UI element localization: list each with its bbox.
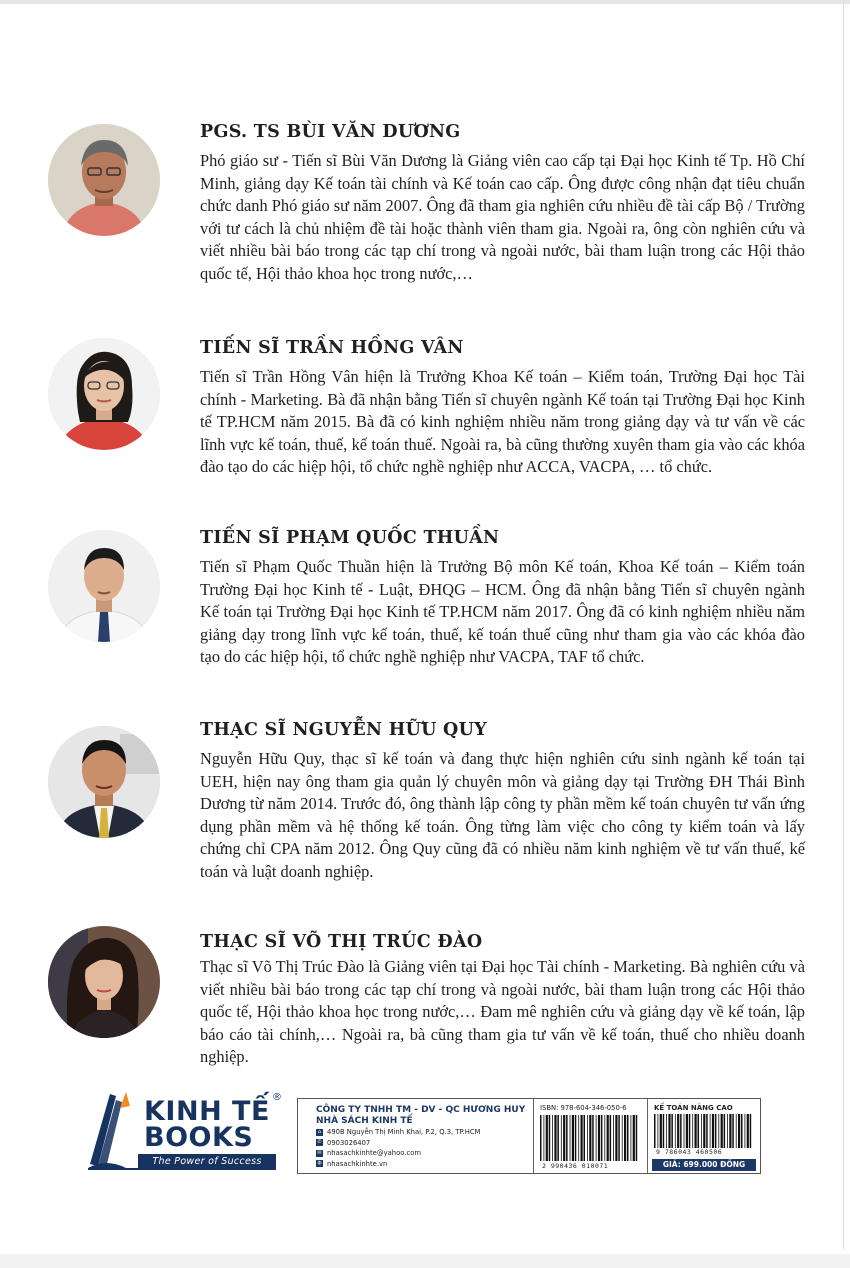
author-name-1: PGS. TS BÙI VĂN DƯƠNG [200, 122, 461, 142]
barcode-bar [729, 1114, 731, 1148]
author-block-4 [48, 720, 805, 920]
barcode-bar [570, 1115, 571, 1161]
barcode-bar [627, 1115, 629, 1161]
barcode-bar [581, 1115, 583, 1161]
barcode-bar [578, 1115, 579, 1161]
publisher-store-name: NHÀ SÁCH KINH TẾ [316, 1116, 413, 1126]
barcode-bar [675, 1114, 676, 1148]
barcode-bar [549, 1115, 551, 1161]
publisher-company-name: CÔNG TY TNHH TM - DV - QC HƯƠNG HUY [316, 1105, 526, 1115]
page-top-edge [0, 0, 850, 4]
barcode-bar [610, 1115, 612, 1161]
price-barcode [654, 1114, 754, 1148]
author-name-3: TIẾN SĨ PHẠM QUỐC THUẦN [200, 528, 500, 548]
author-photo-5 [48, 926, 160, 1038]
barcode-bar [598, 1115, 600, 1161]
contact-website [316, 1159, 533, 1170]
barcode-bar [561, 1115, 562, 1161]
author-bio-3: Tiến sĩ Phạm Quốc Thuần hiện là Trưởng Bộ môn Kế toán, Khoa Kế toán – Kiểm toán Trường Đại học Kinh tế - Luật, ĐHQG – HCM. Ông đã nhận bằng Tiến sĩ chuyên ngành Kế toán tại Trường Đại học Kinh tế TP.HCM năm 2017. Ông đã có kinh nghiệm nhiều năm giảng dạy trong lĩnh vực kế toán, thuế, kế toán thuế cũng như tham gia vào các khóa đào tạo do các hiệp hội, tổ chức nghề nghiệp như VACPA, TAF tổ chức. [200, 557, 805, 666]
barcode-bar [695, 1114, 697, 1148]
barcode-bar [622, 1115, 623, 1161]
price-label: GIÁ: 699.000 ĐỒNG [652, 1159, 756, 1171]
author-bio-2: Tiến sĩ Trần Hồng Vân hiện là Trưởng Khoa Kế toán – Kiểm toán, Trường Đại học Tài chính - Marketing. Bà đã nhận bằng Tiến sĩ chuyên ngành Kế toán tại Trường Đại học Kinh tế TP.HCM năm 2015. Bà đã có kinh nghiệm nhiều năm trong giảng dạy và tư vấn về các lĩnh vực kế toán, thuế, kế toán thuế. Ngoài ra, bà cũng thường xuyên tham gia vào các khóa đào tạo do các hiệp hội, tổ chức nghề nghiệp như ACCA, VACPA, … tổ chức. [200, 367, 805, 476]
author-photo-3 [48, 530, 160, 642]
isbn-panel [534, 1099, 648, 1173]
barcode-bar [710, 1114, 711, 1148]
barcode-bar [592, 1115, 594, 1161]
logo-text-line2: BOOKS [144, 1122, 254, 1153]
contact-email [316, 1148, 533, 1159]
publisher-contact-panel [298, 1099, 534, 1173]
web-icon: ◍ [317, 1160, 322, 1167]
barcode-bar [601, 1115, 603, 1161]
barcode-bar [624, 1115, 626, 1161]
author-photo-2 [48, 338, 160, 450]
email-icon: ✉ [317, 1149, 322, 1156]
barcode-bar [732, 1114, 734, 1148]
barcode-bar [552, 1115, 553, 1161]
barcode-bar [633, 1115, 635, 1161]
barcode-bar [680, 1114, 682, 1148]
barcode-bar [540, 1115, 542, 1161]
barcode-bar [666, 1114, 667, 1148]
barcode-bar [703, 1114, 705, 1148]
barcode-bar [668, 1114, 670, 1148]
barcode-bar [563, 1115, 565, 1161]
isbn-barcode [540, 1115, 640, 1161]
contact-address-text: 490B Nguyễn Thị Minh Khai, P.2, Q.3, TP.HCM [327, 1128, 481, 1136]
barcode-bar [584, 1115, 586, 1161]
barcode-bar [589, 1115, 591, 1161]
barcode-bar [631, 1115, 632, 1161]
barcode-bar [686, 1114, 688, 1148]
barcode-bar [727, 1114, 728, 1148]
barcode-bar [747, 1114, 749, 1148]
isbn-label: ISBN: 978-604-346-050-6 [540, 1104, 627, 1112]
barcode-bar [701, 1114, 702, 1148]
barcode-bar [718, 1114, 719, 1148]
barcode-bar [736, 1114, 737, 1148]
barcode-bar [658, 1114, 659, 1148]
barcode-bar [712, 1114, 714, 1148]
barcode-bar [566, 1115, 568, 1161]
barcode-bar [663, 1114, 665, 1148]
barcode-bar [615, 1115, 617, 1161]
contact-email-text: nhasachkinhte@yahoo.com [327, 1149, 421, 1157]
page-bottom-band [0, 1254, 850, 1268]
barcode-bar [575, 1115, 577, 1161]
author-photo-4 [48, 726, 160, 838]
barcode-bar [689, 1114, 691, 1148]
barcode-bar [636, 1115, 638, 1161]
barcode-bar [741, 1114, 743, 1148]
barcode-bar [715, 1114, 717, 1148]
barcode-bar [738, 1114, 740, 1148]
barcode-bar [706, 1114, 708, 1148]
author-block-1 [48, 122, 805, 322]
barcode-bar [671, 1114, 673, 1148]
barcode-bar [557, 1115, 559, 1161]
contact-address [316, 1127, 533, 1138]
barcode-bar [677, 1114, 679, 1148]
barcode-bar [572, 1115, 574, 1161]
barcode-bar [684, 1114, 685, 1148]
price-barcode-number: 9 786043 460506 [656, 1148, 723, 1156]
author-bio-1: Phó giáo sư - Tiến sĩ Bùi Văn Dương là Giảng viên cao cấp tại Đại học Kinh tế Tp. Hồ Chí Minh, giảng dạy Kế toán tài chính và Kế toán cao cấp. Ông được công nhận đạt tiêu chuẩn chức danh Phó giáo sư năm 2007. Ông đã tham gia nghiên cứu nhiều đề tài cấp Bộ / Trường với tư cách là chủ nhiệm đề tài hoặc thành viên tham gia. Ngoài ra, ông còn nghiên cứu và viết nhiều bài báo trong các tạp chí trong và ngoài nước, bài tham luận trong các Hội thảo quốc tế, Hội thảo khoa học trong nước,… [200, 151, 805, 283]
barcode-bar [596, 1115, 597, 1161]
page-right-rule [843, 0, 844, 1250]
logo-registered-mark: ® [272, 1092, 282, 1103]
author-bio-4: Nguyễn Hữu Quy, thạc sĩ kế toán và đang thực hiện nghiên cứu sinh ngành kế toán tại UEH, hiện nay ông tham gia quản lý chuyên môn và giảng dạy tại Trường ĐH Thái Bình Dương từ năm 2014. Trước đó, ông thành lập công ty phần mềm kế toán chuyên tư vấn ứng dụng phần mềm và hệ thống kế toán. Ông từng làm việc cho công ty kiểm toán và lấy chứng chỉ CPA năm 2012. Ông Quy cũng đã có nhiều năm kinh nghiệm về tư vấn thuế, kế toán và luật doanh nghiệp. [200, 749, 805, 881]
barcode-bar [724, 1114, 726, 1148]
author-photo-1 [48, 124, 160, 236]
author-name-4: THẠC SĨ NGUYỄN HỮU QUY [200, 720, 487, 740]
barcode-bar [546, 1115, 548, 1161]
barcode-bar [613, 1115, 614, 1161]
contact-phone [316, 1138, 533, 1149]
barcode-bar [604, 1115, 605, 1161]
author-bio-5: Thạc sĩ Võ Thị Trúc Đào là Giảng viên tại Đại học Tài chính - Marketing. Bà nghiên cứu và viết nhiều bài báo trong các tạp chí trong và ngoài nước, bài tham luận trong các Hội thảo quốc tế, Hội thảo khoa học trong nước,… Đam mê nghiên cứu và giảng dạy về kế toán, lập báo cáo tài chính,… Ngoài ra, bà cũng tham gia tư vấn về kế toán, thuế cho nhiều doanh nghiệp. [200, 957, 805, 1066]
barcode-bar [654, 1114, 656, 1148]
logo-text-line1: KINH TẾ [144, 1096, 270, 1127]
barcode-bar [745, 1114, 746, 1148]
barcode-bar [721, 1114, 723, 1148]
author-name-5: THẠC SĨ VÕ THỊ TRÚC ĐÀO [200, 932, 483, 952]
author-block-3 [48, 528, 805, 728]
contact-website-text: nhasachkinhte.vn [327, 1159, 388, 1168]
barcode-bar [750, 1114, 752, 1148]
contact-phone-text: 0903026407 [327, 1138, 371, 1147]
barcode-bar [618, 1115, 620, 1161]
barcode-bar [554, 1115, 556, 1161]
price-panel [648, 1099, 760, 1173]
barcode-bar [587, 1115, 588, 1161]
barcode-bar [692, 1114, 693, 1148]
isbn-barcode-number: 2 990436 010071 [542, 1162, 609, 1170]
logo-tagline: The Power of Success [138, 1154, 276, 1170]
barcode-bar [698, 1114, 700, 1148]
phone-icon: ✆ [317, 1139, 322, 1146]
location-icon: ⌂ [317, 1128, 322, 1135]
barcode-bar [607, 1115, 609, 1161]
publisher-info-box [297, 1098, 761, 1174]
author-name-2: TIẾN SĨ TRẦN HỒNG VÂN [200, 338, 464, 358]
author-block-2 [48, 338, 805, 538]
publisher-logo [86, 1082, 286, 1177]
barcode-bar [660, 1114, 662, 1148]
barcode-bar [544, 1115, 545, 1161]
book-series-label: KẾ TOÁN NÂNG CAO [654, 1104, 733, 1112]
